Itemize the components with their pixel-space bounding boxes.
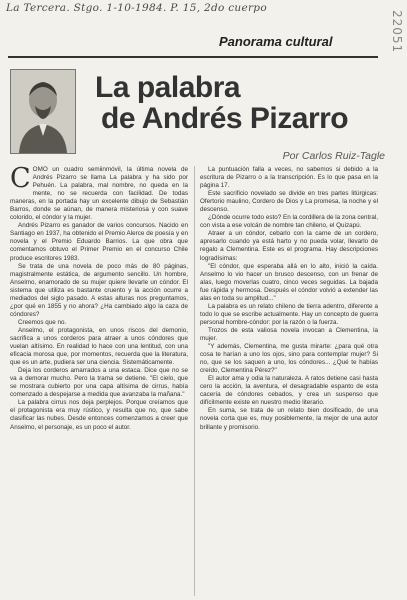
- paragraph: El autor ama y odia la naturaleza. A ratos detiene casi hasta cero la acción, la aventura, el desagradable espanto de esta cacería de cóndores cebados, y crea un suspenso que difícilmente existe en nuestro medio literario.: [200, 375, 378, 407]
- handwritten-source-note: La Tercera. Stgo. 1-10-1984. P. 15, 2do cuerpo: [6, 2, 267, 14]
- paragraph: Este sacrificio novelado se divide en tres partes litúrgicas: Ofertorio maulino, Cordero de Dios y La promesa, la noche y el descenso.: [200, 190, 378, 214]
- clipping-number: 22051: [390, 10, 404, 54]
- header-rule: [8, 56, 378, 58]
- title-line-1: La palabra: [95, 71, 241, 104]
- paragraph: En suma, se trata de un relato bien dosificado, de una novela corta que es, muy posiblemente, la mejor de una autor brillante y promisorio.: [200, 407, 378, 431]
- drop-cap: C: [10, 166, 31, 194]
- byline: Por Carlos Ruiz-Tagle: [282, 150, 385, 162]
- section-heading: Panorama cultural: [219, 34, 333, 49]
- paragraph: ¿Dónde ocurre todo esto? En la cordillera de la zona central, con vista a ese volcán de nombre tan chileno, el Quizapú.: [200, 214, 378, 230]
- article-title: [95, 72, 375, 134]
- paragraph: Andrés Pizarro es ganador de varios concursos. Nacido en Santiago en 1937, ha obtenido el Premio Alerce de poesía y en novela y el Premio Eduardo Barrios. La que obra que comentamos obtuvo el Primer Premio en el concurso Chile produce escritores 1983.: [10, 222, 188, 262]
- paragraph: Trozos de esta valiosa novela invocan a Clementina, la mujer.: [200, 326, 378, 342]
- author-portrait: [10, 69, 76, 154]
- portrait-image: [11, 70, 75, 153]
- paragraph: La palabra cirrus nos deja perplejos. Porque creíamos que el protagonista era muy rústico, y resulta que no, que sabe clasificar las nubes. Desde entonces comenzamos a creer que Anselmo, el personaje, es un poco el autor.: [10, 399, 188, 431]
- paragraph: La palabra es un relato chileno de tierra adentro, diferente a todo lo que se escribe actualmente. Hay un concepto de guerra personal hombre-cóndor: por la razón o la fuerza.: [200, 302, 378, 326]
- paragraph: Anselmo, el protagonista, en unos riscos del demonio, sacrifica a unos corderos para atraer a unos cóndores que vuelan altísimo. En realidad lo hace con una lentitud, con una eficacia morosa que, por momentos, recuerda que la literatura, que es un arte, pudiera ser una ciencia. Sistemáticamente.: [10, 326, 188, 367]
- paragraph: Se trata de una novela de poco más de 80 páginas, magistralmente estática, de argumento sencillo. Un hombre, Anselmo, enamorado de su mujer quiere llevarle un cóndor. El sistema que utiliza es bastante cruento y la acción ocurre a mediados del siglo pasado. A estas alturas nos preguntamos, ¿por qué en 1855 y no ahora? ¿Ha cambiado algo la caza de cóndores?: [10, 262, 188, 318]
- paragraph: Creemos que no.: [18, 318, 67, 326]
- paragraph: La puntuación falla a veces, no sabemos si debido a la escritura de Pizarro o a la transcripción. Es lo que pasa en la página 17.: [200, 166, 378, 190]
- paragraph: "Y además, Clementina, me gusta mirarte: ¿para qué otra cosa te harían a uno los ojos, sino para contemplar mujer? Si no, que se los saquen a uno, los cóndores... ¿Qué te habías creído, Clementina Pérez?": [200, 343, 378, 375]
- article-column-right: [200, 166, 378, 596]
- title-line-2: de Andrés Pizarro: [101, 102, 349, 135]
- paragraph: "El cóndor, que esperaba allá en lo alto, inició la caída. Anselmo lo vio hacer un brusco descenso, con un frenar de alas, luego moverlas cuatro, cinco veces seguidas. La bajada fue rápida y hermosa. Después el cóndor volvió a extender las alas en toda su amplitud...": [200, 262, 378, 302]
- column-divider: [194, 166, 195, 596]
- paragraph: COMO un cuadro semiinmóvil, la última novela de Andrés Pizarro se llama La palabra y ha sido por Pehuén. La palabra, mal nombre, no queda en la mente, no se recuerda con facilidad. De todas maneras, en la portada hay un excelente dibujo de Sebastián Barros, donde se aúnan, de manera misteriosa y con suave colorido, el cóndor y la mujer.: [10, 166, 188, 222]
- paragraph: Deja los corderos amarrados a una estaca. Dice que no se va a demorar mucho. Pero la trama se detiene. "El cielo, que se mostrara cubierto por una capa altísima de cirrus, había comenzado a despejarse a medida que avanzaba la mañana.": [10, 367, 188, 399]
- paragraph: Atraer a un cóndor, cebarlo con la carne de un cordero, apresarlo cuando ya está harto y no pueda volar, llevarlo de regalo a Clementina. Este es el programa. Hay descripciones logradísimas:: [200, 230, 378, 262]
- article-column-left: [10, 166, 188, 596]
